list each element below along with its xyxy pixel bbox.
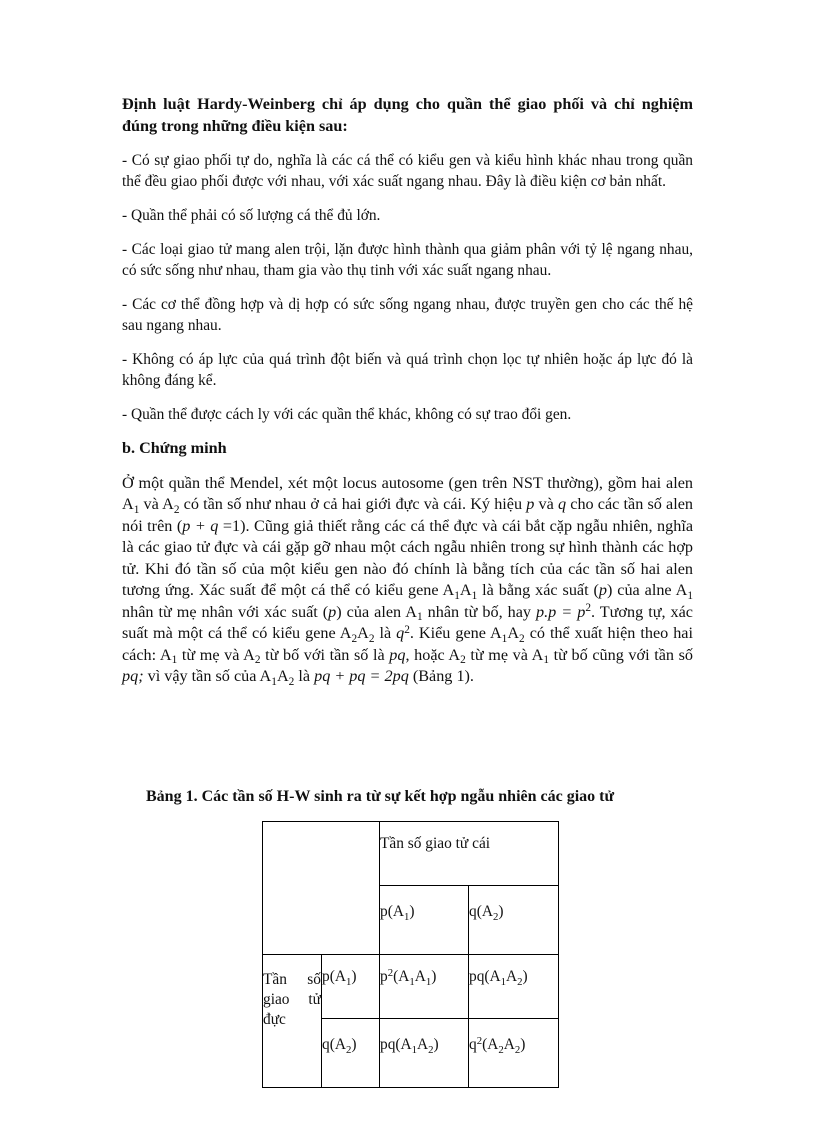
female-gamete-header: Tần số giao tử cái (380, 822, 559, 886)
section-heading: b. Chứng minh (122, 439, 227, 457)
cell-pq-a1a2-bottom: $pq(A_1A_2)$ (380, 1019, 469, 1088)
cell-q2-a2a2: $q^2(A_2A_2)$ (469, 1019, 559, 1088)
female-q-a2: $q(A_2)$ (469, 886, 559, 955)
empty-corner-cell (263, 822, 380, 955)
condition-3: - Các loại giao tử mang alen trội, lặn được hình thành qua giảm phân với tỷ lệ ngang nhau, có sức sống như nhau, tham gia vào thụ tinh với xác suất ngang nhau. (122, 241, 693, 279)
condition-4: - Các cơ thể đồng hợp và dị hợp có sức sống ngang nhau, được truyền gen cho các thế hệ sau ngang nhau. (122, 296, 693, 334)
cell-pq-a1a2-top: $pq(A_1A_2)$ (469, 955, 559, 1019)
cell-p2-a1a1: $p^2(A_1A_1)$ (380, 955, 469, 1019)
female-p-a1: $p(A_1)$ (380, 886, 469, 955)
proof-paragraph: Ở một quần thể Mendel, xét một locus autosome (gen trên NST thường), gồm hai alen $A_1$ và $A_2$ có tần số như nhau ở cả hai giới đực và cái. Ký hiệu p và q cho các tần số alen nói trên (p + q =1). Cũng giả thiết rằng các cá thể đực và cái bắt cặp ngẫu nhiên, nghĩa là các giao tử đực và cái gặp gỡ nhau một cách ngẫu nhiên trong sự hình thành các hợp tử. Khi đó tần số của một kiểu gen nào đó chính là bằng tích của các tần số hai alen tương ứng. Xác suất để một cá thể có kiểu gene $A_1A_1$ là bằng xác suất (p) của alne $A_1$ nhân từ mẹ nhân với xác suất (p) của alen $A_1$ nhân từ bố, hay $p.p = p^2$. Tương tự, xác suất mà một cá thể có kiểu gene $A_2A_2$ là $q^2$. Kiểu gene $A_1A_2$ có thể xuất hiện theo hai cách: $A_1$ từ mẹ và $A_2$ từ bố với tần số là pq, hoặc $A_2$ từ mẹ và $A_1$ từ bố cũng với tần số pq; vì vậy tần số của $A_1A_2$ là pq + pq = 2pq (Bảng 1). (122, 473, 694, 688)
hw-frequency-table (262, 821, 559, 1088)
condition-1: - Có sự giao phối tự do, nghĩa là các cá thể có kiểu gen và kiểu hình khác nhau trong quần thể đều giao phối được với nhau, với xác suất ngang nhau. Đây là điều kiện cơ bản nhất. (122, 152, 693, 190)
document-body (122, 92, 693, 701)
male-p-a1: $p(A_1)$ (322, 955, 380, 1019)
condition-5: - Không có áp lực của quá trình đột biến và quá trình chọn lọc tự nhiên hoặc áp lực đó là không đáng kể. (122, 351, 693, 389)
intro-paragraph: Định luật Hardy-Weinberg chỉ áp dụng cho quần thể giao phối và chỉ nghiệm đúng trong những điều kiện sau: (122, 95, 693, 135)
male-gamete-header: Tần số giao tử đực (263, 955, 322, 1088)
male-q-a2: $q(A_2)$ (322, 1019, 380, 1088)
condition-6: - Quần thể được cách ly với các quần thể khác, không có sự trao đổi gen. (122, 406, 572, 423)
table-caption: Bảng 1. Các tần số H-W sinh ra từ sự kết hợp ngẫu nhiên các giao tử (146, 788, 615, 805)
condition-2: - Quần thể phải có số lượng cá thể đủ lớn. (122, 207, 381, 224)
